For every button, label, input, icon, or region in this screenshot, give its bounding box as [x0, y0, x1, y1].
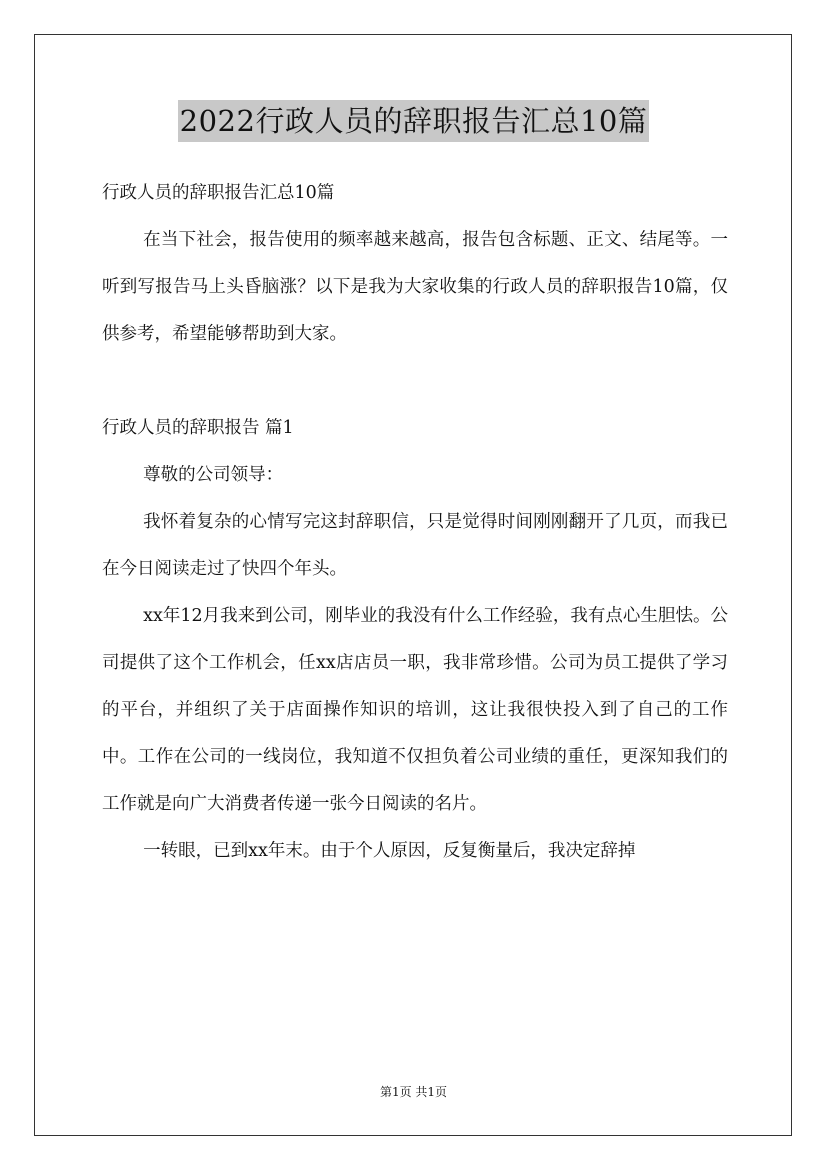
body-paragraph-3: 一转眼，已到xx年末。由于个人原因，反复衡量后，我决定辞掉 [143, 841, 636, 861]
page-footer: 第1页 共1页 [379, 1085, 448, 1099]
title-container [0, 100, 827, 142]
section-heading: 行政人员的辞职报告 篇1 [102, 418, 294, 438]
intro-paragraph: 在当下社会，报告使用的频率越来越高，报告包含标题、正文、结尾等。一听到写报告马上头昏脑涨？以下是我为大家收集的行政人员的辞职报告10篇，仅供参考，希望能够帮助到大家。 [102, 230, 728, 344]
document-subtitle: 行政人员的辞职报告汇总10篇 [102, 183, 335, 203]
salutation: 尊敬的公司领导： [143, 465, 284, 485]
body-paragraph-1: 我怀着复杂的心情写完这封辞职信，只是觉得时间刚刚翻开了几页，而我已在今日阅读走过了快四个年头。 [102, 512, 728, 579]
section-spacer [102, 358, 728, 405]
body-paragraph-2: xx年12月我来到公司，刚毕业的我没有什么工作经验，我有点心生胆怯。公司提供了这个工作机会，任xx店店员一职，我非常珍惜。公司为员工提供了学习的平台，并组织了关于店面操作知识的培训，这让我很快投入到了自己的工作中。工作在公司的一线岗位，我知道不仅担负着公司业绩的重任，更深知我们的工作就是向广大消费者传递一张今日阅读的名片。 [102, 606, 728, 814]
document-body [102, 170, 728, 875]
document-title: 2022行政人员的辞职报告汇总10篇 [178, 100, 650, 142]
